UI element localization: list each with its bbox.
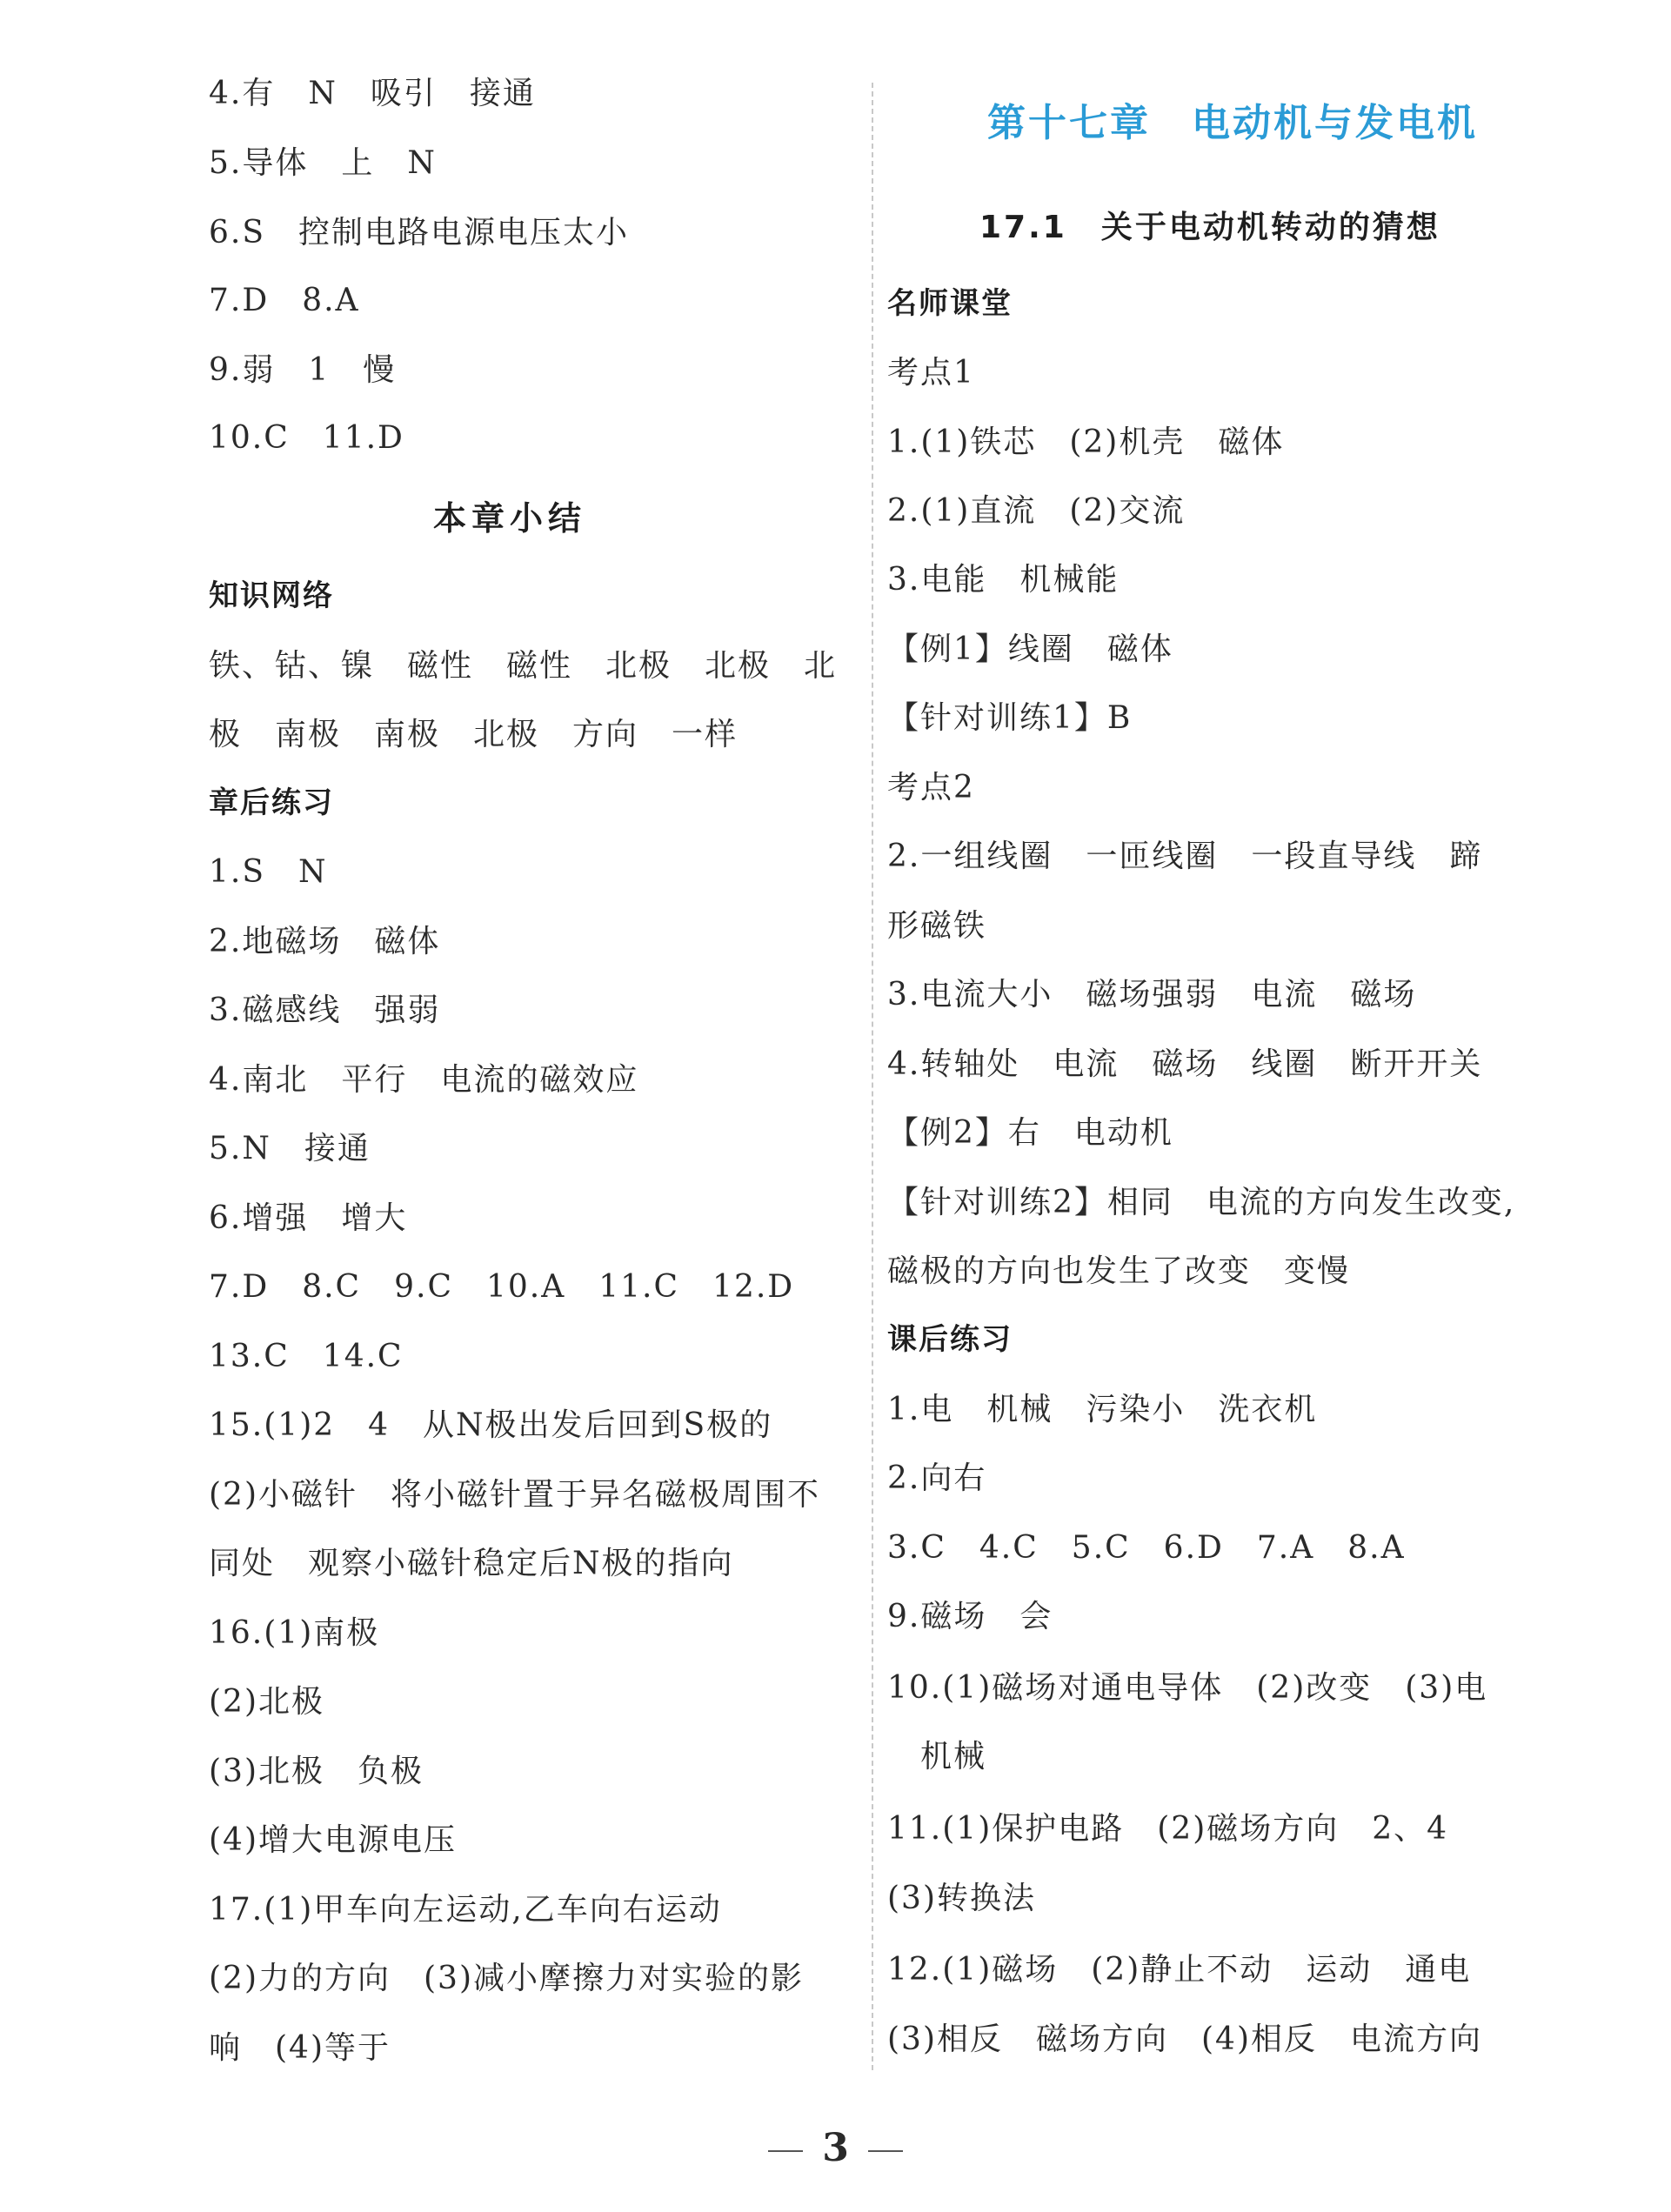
chapter-summary-title: 本章小结 [433, 499, 587, 538]
answer-line: 【例1】线圈 磁体 [887, 632, 1173, 667]
answer-line: 2.一组线圈 一匝线圈 一段直导线 蹄 [887, 839, 1483, 874]
answer-line: 10.C 11.D [209, 420, 404, 456]
chapter-practice-heading: 章后练习 [209, 785, 334, 820]
section-title: 17.1 关于电动机转动的猜想 [979, 210, 1440, 245]
answer-line: 考点2 [887, 770, 975, 805]
answer-line: 7.D 8.A [209, 283, 360, 318]
answer-line: 12.(1)磁场 (2)静止不动 运动 通电 [887, 1952, 1472, 1988]
answer-line: 极 南极 南极 北极 方向 一样 [209, 717, 739, 752]
answer-line: (3)相反 磁场方向 (4)相反 电流方向 [887, 2022, 1482, 2057]
answer-line: 2.地磁场 磁体 [209, 924, 441, 959]
answer-line: 1.电 机械 污染小 洗衣机 [887, 1392, 1318, 1427]
answer-line: 磁极的方向也发生了改变 变慢 [887, 1253, 1351, 1289]
answer-line: 15.(1)2 4 从N极出发后回到S极的 [209, 1407, 773, 1443]
answer-line: 9.弱 1 慢 [209, 352, 397, 388]
page-number-value: 3 [822, 2126, 849, 2170]
class-heading: 名师课堂 [887, 286, 1013, 321]
page-dash-left [768, 2150, 803, 2152]
answer-line: 4.转轴处 电流 磁场 线圈 断开开关 [887, 1046, 1483, 1082]
answer-line: (3)转换法 [887, 1881, 1036, 1916]
answer-line: 10.(1)磁场对通电导体 (2)改变 (3)电 [887, 1670, 1488, 1706]
answer-line: 形磁铁 [887, 908, 987, 944]
answer-line: (2)北极 [209, 1684, 324, 1720]
answer-line: 【例2】右 电动机 [887, 1115, 1173, 1151]
answer-line: 13.C 14.C [209, 1339, 404, 1374]
answer-line: 7.D 8.C 9.C 10.A 11.C 12.D [209, 1269, 795, 1305]
answer-line: 5.导体 上 N [209, 145, 437, 181]
answer-line: 响 (4)等于 [209, 2030, 391, 2066]
column-divider [872, 83, 873, 2070]
answer-line: 同处 观察小磁针稳定后N极的指向 [209, 1546, 734, 1581]
answer-line: 1.S N [209, 854, 328, 890]
answer-line: 铁、钴、镍 磁性 磁性 北极 北极 北 [209, 648, 838, 684]
page-number [0, 2122, 1671, 2175]
answer-line: 1.(1)铁芯 (2)机壳 磁体 [887, 424, 1285, 460]
answer-line: 6.增强 增大 [209, 1200, 408, 1236]
answer-line: 2.(1)直流 (2)交流 [887, 493, 1186, 529]
answer-line: 6.S 控制电路电源电压太小 [209, 215, 630, 251]
answer-line: (2)力的方向 (3)减小摩擦力对实验的影 [209, 1961, 804, 1996]
answer-line: 3.电能 机械能 [887, 562, 1120, 598]
answer-line: 9.磁场 会 [887, 1599, 1053, 1634]
chapter-title: 第十七章 电动机与发电机 [987, 101, 1478, 145]
answer-line: 4.南北 平行 电流的磁效应 [209, 1062, 639, 1098]
answer-line: 2.向右 [887, 1460, 987, 1496]
answer-line: 11.(1)保护电路 (2)磁场方向 2、4 [887, 1811, 1449, 1847]
answer-line: (3)北极 负极 [209, 1754, 424, 1789]
answer-line: (2)小磁针 将小磁针置于异名磁极周围不 [209, 1477, 820, 1513]
after-class-heading: 课后练习 [887, 1322, 1013, 1357]
answer-line: 5.N 接通 [209, 1131, 371, 1166]
answer-line: 3.磁感线 强弱 [209, 992, 441, 1028]
answer-line: 17.(1)甲车向左运动,乙车向右运动 [209, 1892, 722, 1928]
answer-line: 16.(1)南极 [209, 1615, 380, 1651]
answer-line: 机械 [887, 1739, 987, 1774]
answer-line: 3.电流大小 磁场强弱 电流 磁场 [887, 977, 1417, 1012]
page-dash-right [868, 2150, 903, 2152]
knowledge-network-heading: 知识网络 [209, 578, 334, 613]
answer-line: 考点1 [887, 355, 975, 391]
answer-line: (4)增大电源电压 [209, 1822, 457, 1858]
answer-line: 【针对训练1】B [887, 700, 1133, 736]
answer-line: 3.C 4.C 5.C 6.D 7.A 8.A [887, 1530, 1406, 1566]
answer-line: 【针对训练2】相同 电流的方向发生改变, [887, 1185, 1516, 1220]
answer-line: 4.有 N 吸引 接通 [209, 76, 536, 111]
